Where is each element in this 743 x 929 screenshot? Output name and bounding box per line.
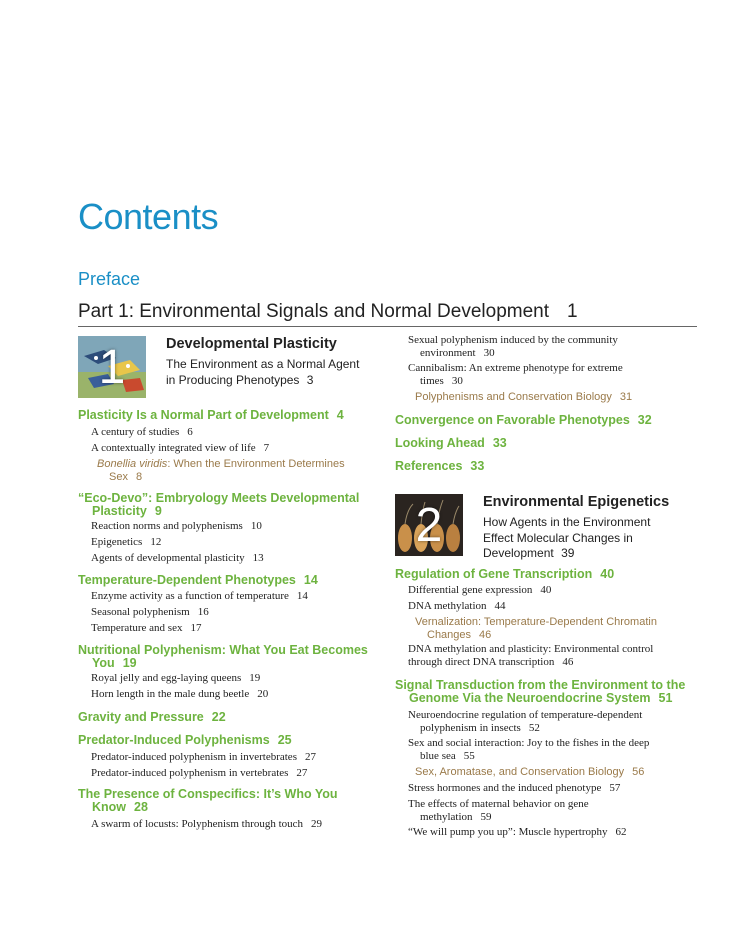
chapter-2-title[interactable]: Environmental Epigenetics <box>483 494 670 510</box>
toc-item[interactable]: A contextually integrated view of life 7 <box>91 442 270 454</box>
toc-item[interactable]: A swarm of locusts: Polyphenism through touch 29 <box>91 818 323 830</box>
toc-item[interactable]: Sex and social interaction: Joy to the fishes in the deep blue sea 55 <box>408 737 650 762</box>
toc-item[interactable]: Stress hormones and the induced phenotype 57 <box>408 782 621 794</box>
toc-box-item[interactable]: Sex, Aromatase, and Conservation Biology 56 <box>415 766 645 778</box>
toc-item[interactable]: Seasonal polyphenism 16 <box>91 606 209 618</box>
chapter-2-number: 2 <box>415 499 443 552</box>
toc-item[interactable]: Horn length in the male dung beetle 20 <box>91 688 269 700</box>
chapter-1-subtitle: The Environment as a Normal Agent in Producing Phenotypes 3 <box>166 357 360 387</box>
toc-heading[interactable]: Plasticity Is a Normal Part of Development 4 <box>78 408 344 422</box>
chapter-1-title[interactable]: Developmental Plasticity <box>166 336 337 352</box>
toc-heading[interactable]: Nutritional Polyphenism: What You Eat Becomes You 19 <box>78 643 368 670</box>
toc-item[interactable]: Reaction norms and polyphenisms 10 <box>91 520 262 532</box>
toc-item[interactable]: Royal jelly and egg-laying queens 19 <box>91 672 261 684</box>
toc-box-item[interactable]: Polyphenisms and Conservation Biology 31 <box>415 391 633 403</box>
part-divider <box>78 326 697 327</box>
chapter-2-thumbnail <box>395 494 463 556</box>
toc-item[interactable]: A century of studies 6 <box>91 426 193 438</box>
toc-heading[interactable]: Convergence on Favorable Phenotypes 32 <box>395 413 652 427</box>
toc-item[interactable]: Sexual polyphenism induced by the community environment 30 <box>408 334 618 359</box>
toc-item[interactable]: Enzyme activity as a function of temperature 14 <box>91 590 308 602</box>
part-number: 1 <box>567 301 578 322</box>
toc-heading[interactable]: “Eco-Devo”: Embryology Meets Developmental Plasticity 9 <box>78 491 360 518</box>
toc-item[interactable]: Neuroendocrine regulation of temperature-dependent polyphenism in insects 52 <box>408 709 643 734</box>
toc-item[interactable]: DNA methylation 44 <box>408 600 506 612</box>
toc-heading[interactable]: The Presence of Conspecifics: It’s Who You Know 28 <box>78 787 338 814</box>
toc-item[interactable]: Predator-induced polyphenism in vertebrates 27 <box>91 767 308 779</box>
toc-item[interactable]: The effects of maternal behavior on gene methylation 59 <box>408 798 589 823</box>
chapter-1-thumbnail <box>78 336 146 398</box>
toc-heading[interactable]: Predator-Induced Polyphenisms 25 <box>78 733 292 747</box>
toc-item[interactable]: DNA methylation and plasticity: Environmental control through direct DNA transcription 46 <box>408 643 654 668</box>
toc-item[interactable]: Cannibalism: An extreme phenotype for extreme times 30 <box>408 362 623 387</box>
part-title-text: Part 1: Environmental Signals and Normal Development <box>78 301 550 322</box>
preface-link[interactable]: Preface <box>78 269 141 289</box>
toc-item[interactable]: “We will pump you up”: Muscle hypertrophy 62 <box>408 826 627 838</box>
toc-item[interactable]: Differential gene expression 40 <box>408 584 552 596</box>
toc-heading[interactable]: Temperature-Dependent Phenotypes 14 <box>78 573 318 587</box>
chapter-2-subtitle: How Agents in the Environment Effect Molecular Changes in Development 39 <box>483 515 651 560</box>
toc-item[interactable]: Epigenetics 12 <box>91 536 162 548</box>
toc-heading[interactable]: Regulation of Gene Transcription 40 <box>395 567 615 581</box>
toc-heading[interactable]: Signal Transduction from the Environment to the Genome Via the Neuroendocrine System 51 <box>395 678 686 705</box>
toc-heading[interactable]: References 33 <box>395 459 485 473</box>
toc-item[interactable]: Predator-induced polyphenism in invertebrates 27 <box>91 751 316 763</box>
toc-box-item[interactable]: Bonellia viridis: When the Environment Determines Sex 8 <box>97 458 345 483</box>
page-title: Contents <box>78 196 219 237</box>
toc-item[interactable]: Agents of developmental plasticity 13 <box>91 552 264 564</box>
part-title <box>78 301 578 323</box>
toc-box-item[interactable]: Vernalization: Temperature-Dependent Chromatin Changes 46 <box>415 616 657 641</box>
toc-item[interactable]: Temperature and sex 17 <box>91 622 202 634</box>
chapter-1-number: 1 <box>98 341 126 394</box>
toc-heading[interactable]: Looking Ahead 33 <box>395 436 507 450</box>
toc-heading[interactable]: Gravity and Pressure 22 <box>78 710 226 724</box>
